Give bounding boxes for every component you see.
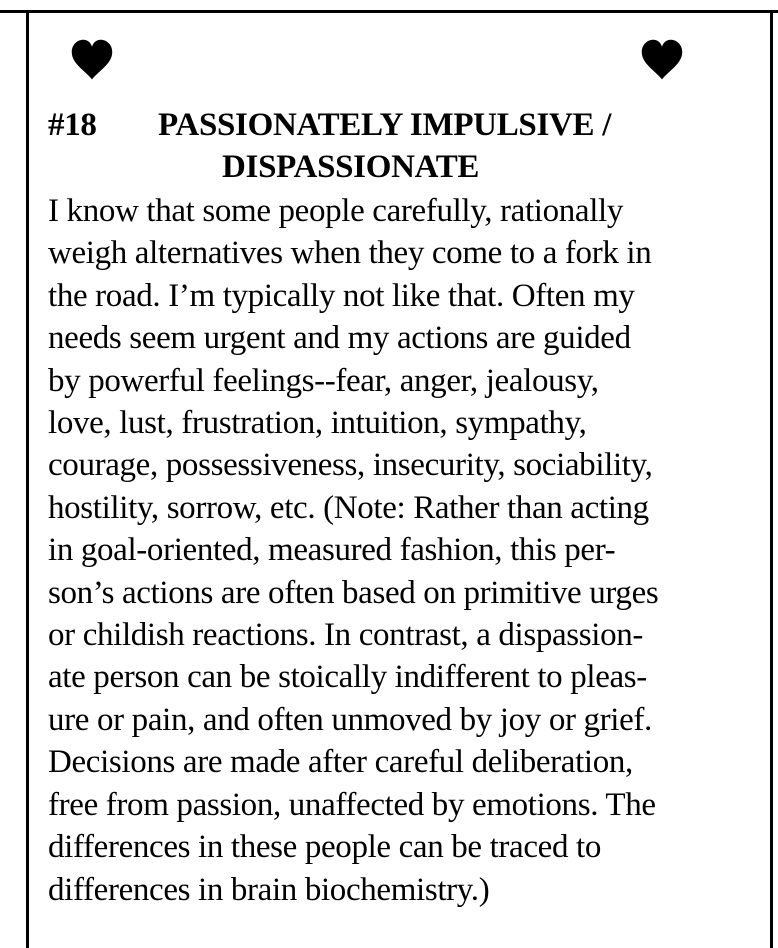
heart-icon-shape [70,38,114,82]
body-line: ure or pain, and often unmoved by joy or grief. [48,701,652,738]
heart-icon [70,32,114,88]
right-border-rule [770,10,773,948]
body-line: weigh alternatives when they come to a fork in [48,235,652,272]
heading-row-1 [48,104,764,146]
entry-number: #18 [48,107,97,143]
body-line: hostility, sorrow, etc. (Note: Rather than acting [48,489,649,526]
entry-body [48,190,768,911]
entry-title-line-2: DISPASSIONATE [222,149,480,185]
body-line: courage, possessiveness, insecurity, sociability, [48,447,653,484]
heart-icon-shape [640,38,684,82]
body-line: by powerful feelings--fear, anger, jealousy, [48,362,599,399]
body-line: love, lust, frustration, intuition, sympathy, [48,405,587,442]
body-line: in goal-oriented, measured fashion, this per- [48,532,616,569]
body-line: differences in brain biochemistry.) [48,871,490,908]
body-line: needs seem urgent and my actions are guided [48,320,631,357]
entry-heading [48,104,764,188]
body-line: free from passion, unaffected by emotions. The [48,786,656,823]
body-line: or childish reactions. In contrast, a dispassion- [48,617,644,654]
body-line: differences in these people can be traced to [48,829,601,866]
body-line: I know that some people carefully, rationally [48,193,623,229]
left-border-rule [26,10,29,948]
body-line: son’s actions are often based on primitive urges [48,574,659,611]
body-line: the road. I’m typically not like that. Often my [48,277,635,314]
body-line: Decisions are made after careful deliberation, [48,744,633,781]
entry-title-line-1: PASSIONATELY IMPULSIVE / [158,107,612,143]
body-line: ate person can be stoically indifferent to pleas- [48,659,647,696]
heart-icon [640,32,684,88]
top-border-rule [0,10,778,13]
